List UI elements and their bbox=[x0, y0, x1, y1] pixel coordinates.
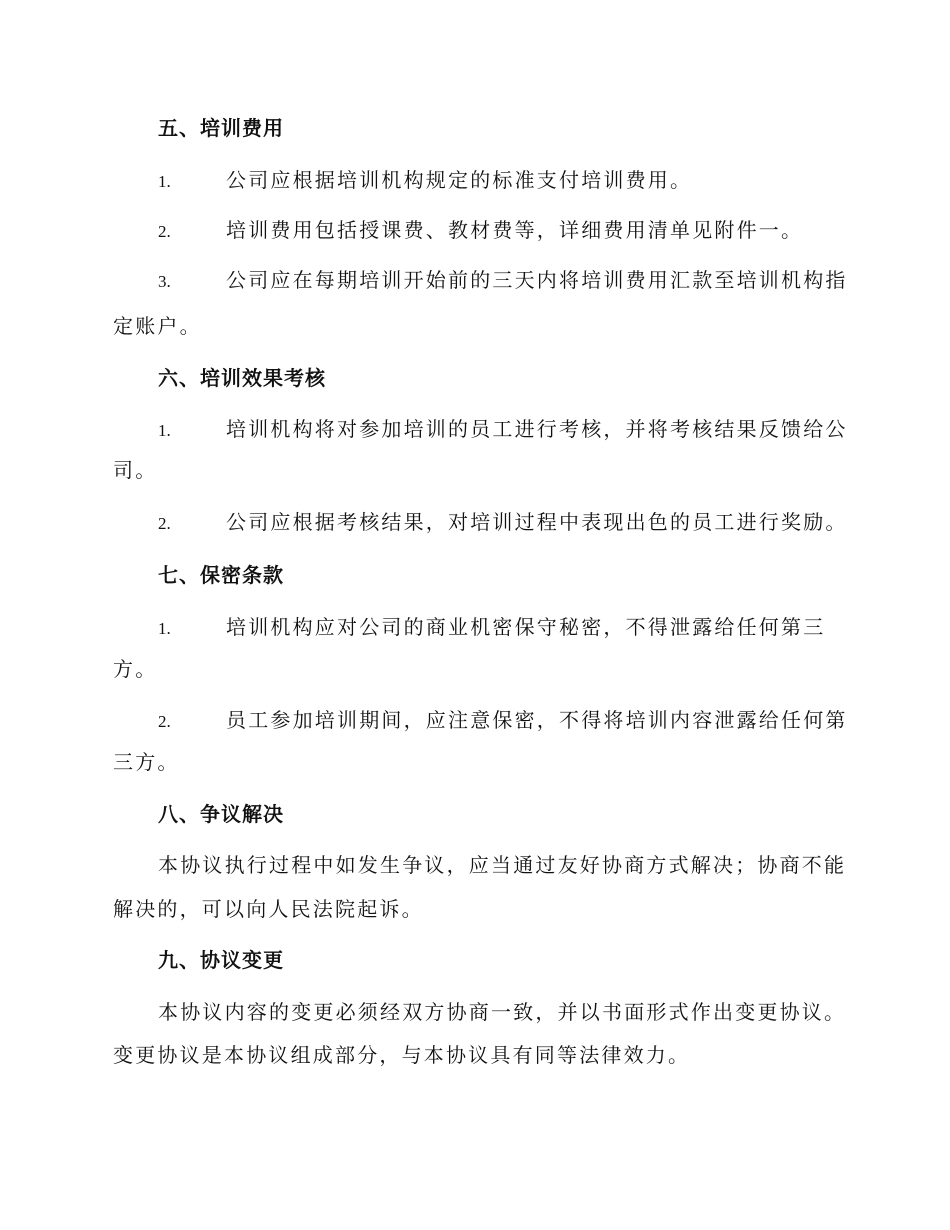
item-text: 公司应根据培训机构规定的标准支付培训费用。 bbox=[226, 168, 693, 192]
section-heading-confidentiality: 七、保密条款 bbox=[158, 563, 284, 587]
item-text-continued: 方。 bbox=[113, 657, 158, 681]
section-heading-amendment: 九、协议变更 bbox=[158, 948, 284, 972]
item-text: 员工参加培训期间，应注意保密，不得将培训内容泄露给任何第 bbox=[226, 708, 848, 732]
item-number: 2. bbox=[158, 222, 171, 241]
item-text: 培训机构应对公司的商业机密保守秘密，不得泄露给任何第三 bbox=[226, 615, 826, 639]
item-text: 培训机构将对参加培训的员工进行考核，并将考核结果反馈给公 bbox=[226, 417, 848, 441]
item-text: 公司应在每期培训开始前的三天内将培训费用汇款至培训机构指 bbox=[226, 268, 848, 292]
item-text: 公司应根据考核结果，对培训过程中表现出色的员工进行奖励。 bbox=[226, 510, 848, 534]
item-number: 1. bbox=[158, 172, 171, 191]
item-number: 1. bbox=[158, 619, 171, 638]
section-heading-assessment: 六、培训效果考核 bbox=[158, 366, 326, 390]
paragraph-text: 本协议执行过程中如发生争议，应当通过友好协商方式解决；协商不能 bbox=[158, 853, 847, 877]
item-text-continued: 定账户。 bbox=[113, 314, 202, 338]
item-text: 培训费用包括授课费、教材费等，详细费用清单见附件一。 bbox=[226, 218, 804, 242]
paragraph-text-continued: 解决的，可以向人民法院起诉。 bbox=[113, 897, 424, 921]
paragraph-text-continued: 变更协议是本协议组成部分，与本协议具有同等法律效力。 bbox=[113, 1043, 691, 1067]
item-text-continued: 三方。 bbox=[113, 750, 180, 774]
item-number: 3. bbox=[158, 272, 171, 291]
item-number: 1. bbox=[158, 421, 171, 440]
item-number: 2. bbox=[158, 514, 171, 533]
section-heading-dispute: 八、争议解决 bbox=[158, 802, 284, 826]
paragraph-text: 本协议内容的变更必须经双方协商一致，并以书面形式作出变更协议。 bbox=[158, 1000, 847, 1024]
section-heading-fees: 五、培训费用 bbox=[158, 116, 284, 140]
item-number: 2. bbox=[158, 712, 171, 731]
item-text-continued: 司。 bbox=[113, 458, 158, 482]
